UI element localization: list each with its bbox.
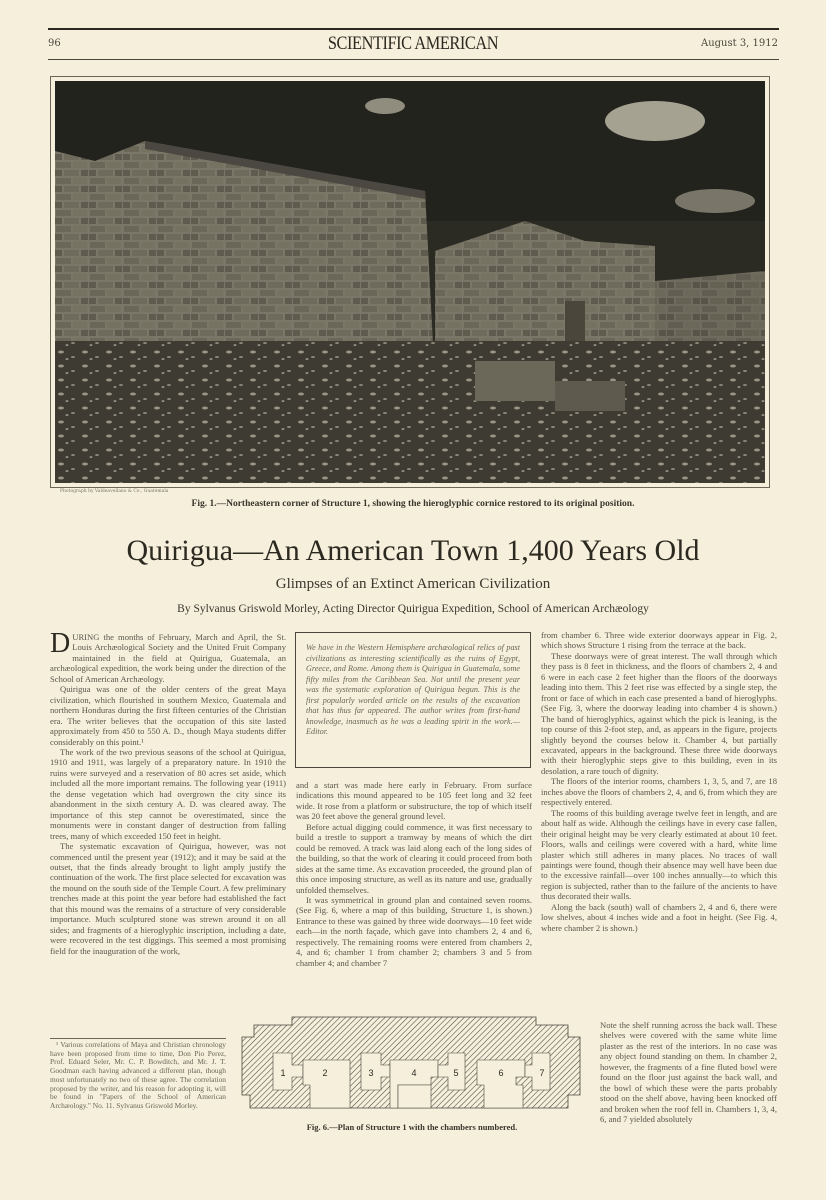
floor-plan-drawing — [240, 1015, 584, 1115]
paragraph: It was symmetrical in ground plan and contained seven rooms. (See Fig. 6, where a map of this building, Structure 1, is shown.) Entrance to these was gained by three wide doorways—10 feet wide each—in the north façade, which gave into chambers 2, 4 and 6, respectively. The remaining rooms were entered from chambers 2, 4, and 6; chamber 1 from chamber 2; chambers 3 and 5 from chamber 4; and chamber 7 — [296, 894, 532, 968]
column-3 — [541, 630, 777, 933]
ruins-photograph — [55, 81, 765, 483]
paragraph: These doorways were of great interest. The wall through which they pass is 8 feet in thickness, and the floors of chambers 2, 4 and 6 were in each case 2 feet higher than the floors of the doorways leading into them. This 2 feet rise was effected by a single step, the front or face of which in each case presented a band of hieroglyphs. (See Fig. 3, where the doorway leading into chamber 4 is shown.) The band of hieroglyphics, against which the pick is leaning, is the top course of this 2-foot step, and, as appears in the figure, projects slightly beyond the courses below it. Chamber 4, but partially excavated, appears in the background. These three wide doorways with their hieroglyphic steps give to this building, even in its desolation, a rare touch of dignity. — [541, 650, 777, 776]
column-1 — [50, 628, 286, 956]
chamber-label: 6 — [498, 1068, 504, 1078]
chamber-label: 3 — [368, 1068, 374, 1078]
chamber-4-door — [398, 1085, 431, 1108]
figure-1-caption: Fig. 1.—Northeastern corner of Structure 1, showing the hieroglyphic cornice restored to its original position. — [191, 499, 635, 509]
editor-note-box: We have in the Western Hemisphere archæological relics of past civilizations as interesting scientifically as the ruins of Egypt, Greece, and Rome. Among them is Quirigua in Guatemala, some fifty miles from the Caribbean Sea. Not until the present year was the systematic exploration of Quirigua begun. This is the first popularly worded article on the results of the excavation that has thus far appeared. The author writes from first-hand knowledge, inasmuch as he was a leading spirit in the work.—Editor. — [295, 632, 531, 768]
article-byline: By Sylvanus Griswold Morley, Acting Director Quirigua Expedition, School of American Archæology — [177, 603, 649, 615]
paragraph: The systematic excavation of Quirigua, however, was not commenced until the present year (1912); and it may be said at the outset, that the finds already brought to light amply justify the continuation of the work. The first place selected for excavation was the mound on the south side of the Temple Court. A few preliminary trenches made at this point the year before had established the fact that this mound was the remains of a structure of very considerable importance. Much sculptured stone was strewn around it on all sides; and fragments of a hieroglyphic inscription, including a date, were recovered in the test diggings. This seemed a most promising field for the inauguration of the work, — [50, 841, 286, 956]
photo-illustration — [55, 81, 765, 483]
chamber-label: 5 — [453, 1068, 459, 1078]
chamber-label: 1 — [280, 1068, 286, 1078]
figure-6-caption: Fig. 6.—Plan of Structure 1 with the chambers numbered. — [306, 1122, 518, 1132]
paragraph: Quirigua was one of the older centers of the great Maya civilization, which flourished in southern Mexico, Guatemala and northern Honduras during the first fifteen centuries of the Christian era. The writer believes that the occupation of this site lasted approximately from 450 to 550 A. D., though Maya students differ considerably on this point.¹ — [50, 684, 286, 747]
paragraph — [50, 628, 286, 684]
paragraph: and a start was made here early in February. From surface indications this mound appeared to be 105 feet long and 32 feet wide. It rose from a platform or substructure, the top of which itself was 20 feet above the general ground level. — [296, 780, 532, 822]
paragraph: The rooms of this building average twelve feet in length, and are about half as wide. Although the ceilings have in every case fallen, their original height may be very clearly estimated at about 10 feet. Floors, walls and ceilings were covered with a hard, white lime plaster which still adheres in many places. No traces of wall paintings were found, though their absence may well have been due to the excessive rainfall—over 100 inches annually—to which this region is subjected, rather than to the failure of the ancients to have thus decorated their walls. — [541, 807, 777, 902]
paragraph: Before actual digging could commence, it was first necessary to build a trestle to support a tramway by means of which the dirt could be removed. A track was laid along each of the long sides of the building, so that the work of clearing it could proceed from both sides at the same time. As excavation proceeded, the ground plan of this once imposing structure, as well as its nature and use, gradually unfolded themselves. — [296, 821, 532, 895]
issue-date: August 3, 1912 — [700, 38, 778, 49]
article-subtitle: Glimpses of an Extinct American Civilization — [275, 576, 551, 592]
header-rule-top — [48, 28, 779, 30]
chamber-label: 4 — [411, 1068, 417, 1078]
figure-1-photo — [50, 76, 770, 488]
footnote: ¹ Various correlations of Maya and Christian chronology have been proposed from time to time, Don Pio Perez, Prof. Eduard Seler, Mr. C. P. Bowditch, and Mr. J. T. Goodman each having advanced a different plan, though most unfortunately no two of these agree. The correlation proposed by the writer, and his reason for adopting it, will be found in "Papers of the School of American Archæology." No. 11. Sylvanus Griswold Morley. — [50, 1040, 226, 1110]
paragraph-text: URING the months of February, March and April, the St. Louis Archæological Society and the United Fruit Company maintained in the field at Quirigua, Guatemala, an archæological expedition, the work being under the direction of the School of American Archæology. — [50, 632, 286, 684]
paragraph: from chamber 6. Three wide exterior doorways appear in Fig. 2, which shows Structure 1 rising from the terrace at the back. — [541, 630, 777, 651]
photo-credit: Photograph by Valdeavellano & Co., Guatemala — [60, 489, 169, 494]
paragraph: The floors of the interior rooms, chambers 1, 3, 5, and 7, are 18 inches above the floors of chambers 2, 4, and 6, from which they are respectively entered. — [541, 776, 777, 808]
paragraph: The work of the two previous seasons of the school at Quirigua, 1910 and 1911, was largely of a preparatory nature. In 1910 the ruins were surveyed and a reservation of 80 acres set aside, which included all the more important remains. The following year (1911) the dense vegetation which had overgrown the city since its abandonment in the sixth century A. D. was cleared away. The importance of this step cannot be overestimated, since the monuments were in constant danger of destruction from falling trees, many of which exceeded 150 feet in height. — [50, 746, 286, 841]
column-3-continued: Note the shelf running across the back wall. These shelves were covered with the same white lime plaster as the rest of the interiors. In no case was any object found standing on them. In chamber 2, however, the fragments of a fine fluted bowl were found on the floor just against the back wall, and the bowl of which these were the parts probably stood on the shelf above, having been knocked off and broken when the roof fell in. Chambers 1, 3, 4, 6, and 7 yielded absolutely — [600, 1020, 777, 1125]
drop-cap: D — [50, 628, 71, 659]
footnote-rule — [50, 1038, 226, 1039]
paragraph: Along the back (south) wall of chambers 2, 4 and 6, there were low shelves, about 4 inches wide and a foot in height. (See Fig. 4, where chamber 2 is shown.) — [541, 901, 777, 933]
header-rule-bottom — [48, 59, 779, 60]
masthead: SCIENTIFIC AMERICAN — [327, 33, 499, 54]
article-title: Quirigua—An American Town 1,400 Years Old — [126, 534, 700, 567]
column-2 — [296, 780, 532, 968]
figure-6-floor-plan — [240, 1015, 584, 1115]
chamber-label: 7 — [539, 1068, 545, 1078]
chamber-label: 2 — [322, 1068, 328, 1078]
page-number: 96 — [48, 38, 61, 49]
